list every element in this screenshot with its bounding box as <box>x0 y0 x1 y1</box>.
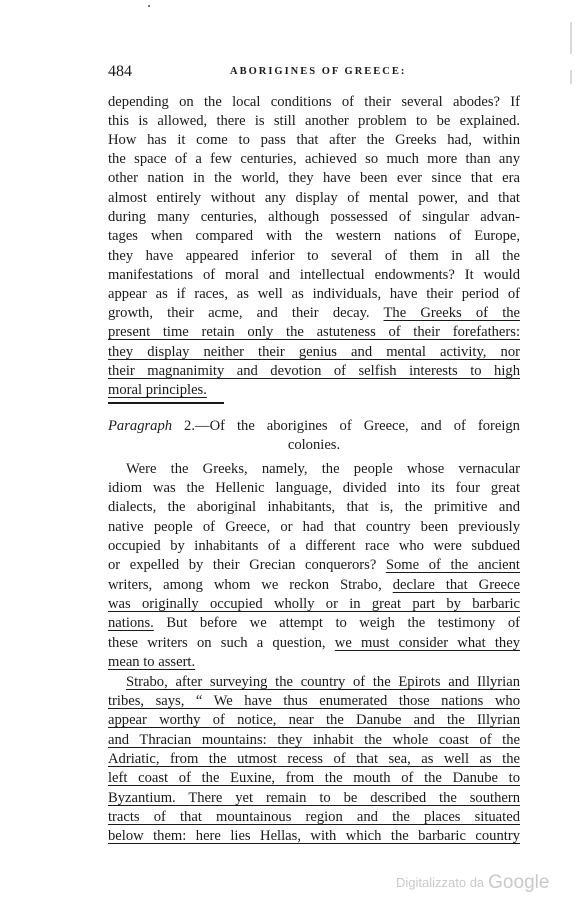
text-segment: writers, among whom we reckon Strabo, <box>108 577 382 593</box>
text-line <box>108 576 520 595</box>
underlined-passage: and Thracian mountains: <box>108 732 267 748</box>
text-line: they have appeared inferior to several of them in all the <box>108 248 520 264</box>
heading-label: Paragraph <box>108 418 173 434</box>
text-line: depending on the local conditions of their several abodes? If <box>108 94 520 110</box>
underline-stroke <box>108 402 224 404</box>
text-line: almost entirely without any display of mental power, and that <box>108 190 520 206</box>
text-line: idiom was the Hellenic language, divided into its four great <box>108 480 520 496</box>
watermark-prefix: Digitalizzato da <box>396 875 485 890</box>
underlined-passage: nations. <box>108 615 154 631</box>
text-line: How has it come to pass that after the Greeks had, within <box>108 132 520 148</box>
text-segment: these writers on such a question, <box>108 635 326 651</box>
text-segment: or expelled by their Grecian conquerors? <box>108 557 377 573</box>
speck-mark <box>148 5 150 7</box>
page-number: 484 <box>108 63 132 80</box>
text-line: Were the Greeks, namely, the people whose vernacular <box>126 461 520 477</box>
underlined-passage: Byzantium. <box>108 790 176 806</box>
underlined-line: tracts of that mountainous region and the places situated <box>108 809 520 825</box>
underlined-line: was originally occupied wholly or in great part by barbaric <box>108 596 520 612</box>
text-line: native people of Greece, or had that country been previously <box>108 519 520 535</box>
google-logo-text: Google <box>488 872 550 893</box>
underlined-line: present time retain only the astuteness of their forefathers: <box>108 324 520 340</box>
underlined-line: below them: here lies Hellas, with which the barbaric country <box>108 828 520 844</box>
underlined-line: their magnanimity and devotion of selfish interests to high <box>108 363 520 379</box>
underlined-line: mean to assert. <box>108 654 196 670</box>
text-line: during many centuries, although possessed of singular advan- <box>108 209 520 225</box>
text-line: manifestations of moral and intellectual endowments? It would <box>108 267 520 283</box>
text-line <box>108 556 520 575</box>
heading-text: 2.—Of the aborigines of Greece, and of foreign <box>184 418 520 434</box>
text-segment: growth, their acme, and their decay. <box>108 305 370 321</box>
underlined-passage: declare that Greece <box>392 577 520 593</box>
digitization-watermark <box>396 872 549 894</box>
underlined-passage: The Greeks of the <box>383 305 521 321</box>
text-line: this is allowed, there is still another problem to be explained. <box>108 113 520 129</box>
page-edge-mark <box>570 22 572 54</box>
text-line <box>108 304 520 323</box>
running-head: ABORIGINES OF GREECE: <box>230 66 407 77</box>
page-header <box>108 63 520 83</box>
text-line: other nation in the world, they have been ever since that era <box>108 170 520 186</box>
section-heading <box>108 417 520 436</box>
text-line <box>108 614 520 633</box>
underlined-line: tribes, says, “ We have thus enumerated those nations who <box>108 693 520 709</box>
text-line: tages when compared with the western nations of Europe, <box>108 228 520 244</box>
underlined-passage: There yet remain to be described the southern <box>188 790 520 806</box>
underlined-line: moral principles. <box>108 382 207 398</box>
underlined-passage: we must consider what they <box>334 635 520 651</box>
text-line <box>108 731 520 750</box>
underlined-passage: Some of the ancient <box>385 557 520 573</box>
text-line: the space of a few centuries, achieved so much more than any <box>108 151 520 167</box>
underlined-line: left coast of the Euxine, from the mouth of the Danube to <box>108 770 520 786</box>
text-line: occupied by inhabitants of a different race who were subdued <box>108 538 520 554</box>
text-line <box>108 789 520 808</box>
underlined-line: they display neither their genius and mental activity, nor <box>108 344 520 360</box>
underlined-passage: they inhabit the whole coast of the <box>277 732 520 748</box>
underlined-line: Adriatic, from the utmost recess of that sea, as well as the <box>108 751 520 767</box>
underlined-line: Strabo, after surveying the country of the Epirots and Illyrian <box>126 674 520 690</box>
text-line <box>108 634 520 653</box>
page-edge-mark <box>570 70 572 84</box>
section-heading-line2: colonies. <box>287 437 341 453</box>
text-segment: But before we attempt to weigh the testimony of <box>166 615 520 631</box>
text-line: appear as if races, as well as individuals, have their period of <box>108 286 520 302</box>
text-line: dialects, the aboriginal inhabitants, that is, the primitive and <box>108 499 520 515</box>
underlined-line: appear worthy of notice, near the Danube and the Illyrian <box>108 712 520 728</box>
